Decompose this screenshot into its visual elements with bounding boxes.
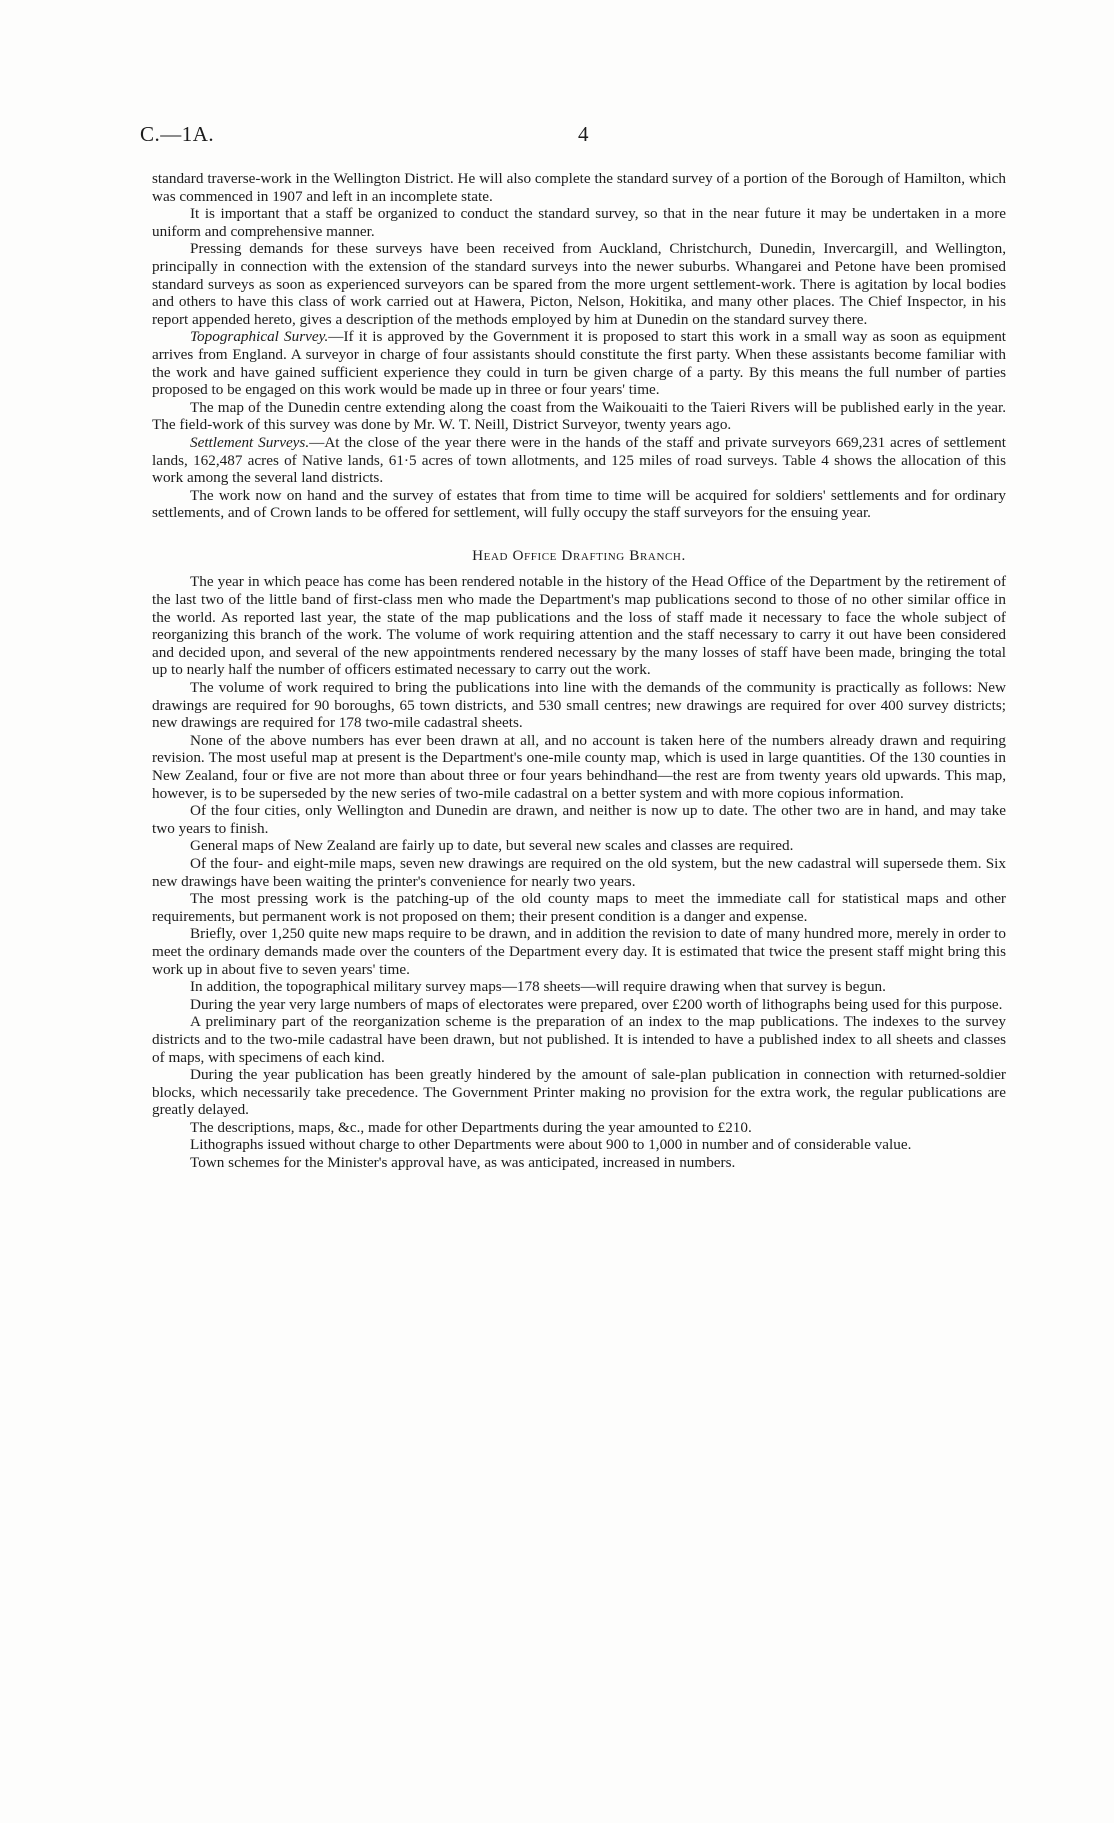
paragraph (152, 434, 1006, 487)
paragraph-heading: Topographical Survey. (190, 328, 329, 346)
paragraph: Pressing demands for these surveys have been received from Auckland, Christchurch, Dunedin, Invercargill, and Wellington, principally in connection with the extension of the standard surveys into the newer suburbs. Whangarei and Petone have been promised standard surveys as soon as experienced surveyors can be spared from the more urgent settlement-work. There is agitation by local bodies and others to have this class of work carried out at Hawera, Picton, Nelson, Hokitika, and many other places. The Chief Inspector, in his report appended hereto, gives a description of the methods employed by him at Dunedin on the standard survey there. (152, 240, 1006, 328)
paragraph: It is important that a staff be organized to conduct the standard survey, so that in the near future it may be undertaken in a more uniform and comprehensive manner. (152, 205, 1006, 240)
running-header (140, 122, 1010, 152)
paragraph: Briefly, over 1,250 quite new maps require to be drawn, and in addition the revision to date of many hundred more, merely in order to meet the ordinary demands made over the counters of the Department every day. It is estimated that twice the present staff might bring this work up in about five to seven years' time. (152, 925, 1006, 978)
paragraph: Town schemes for the Minister's approval have, as was anticipated, increased in numbers. (190, 1154, 736, 1172)
body-text (152, 170, 1006, 1172)
section-heading: Head Office Drafting Branch. (472, 546, 686, 564)
paragraph: The descriptions, maps, &c., made for other Departments during the year amounted to £210. (190, 1118, 752, 1136)
paragraph: The volume of work required to bring the publications into line with the demands of the community is practically as follows: New drawings are required for 90 boroughs, 65 town districts, and 530 small centres; new drawings are required for over 400 survey districts; new drawings are required for 178 two-mile cadastral sheets. (152, 679, 1006, 732)
paragraph: Of the four- and eight-mile maps, seven new drawings are required on the old system, but the new cadastral will supersede them. Six new drawings have been waiting the printer's convenience for nearly two years. (152, 854, 1006, 890)
paragraph: During the year publication has been greatly hindered by the amount of sale-plan publication in connection with returned-soldier blocks, which necessarily take precedence. The Government Printer making no provision for the extra work, the regular publications are greatly delayed. (152, 1066, 1006, 1119)
page-number: 4 (578, 122, 589, 146)
paragraph: During the year very large numbers of maps of electorates were prepared, over £200 worth of lithographs being used for this purpose. (190, 995, 1003, 1013)
paragraph: The year in which peace has come has been rendered notable in the history of the Head Office of the Department by the retirement of the last two of the little band of first-class men who made the Department's map publications second to those of no other similar office in the world. As reported last year, the state of the map publications and the loss of staff made it necessary to face the whole subject of reorganizing this branch of the work. The volume of work requiring attention and the staff necessary to carry it out have been considered and decided upon, and several of the new appointments rendered necessary by the many losses of staff have been made, bringing the total up to nearly half the number of officers estimated necessary to carry out the work. (152, 573, 1006, 679)
paragraph: Of the four cities, only Wellington and Dunedin are drawn, and neither is now up to date. The other two are in hand, and may take two years to finish. (152, 802, 1006, 837)
paragraph: The most pressing work is the patching-up of the old county maps to meet the immediate call for statistical maps and other requirements, but permanent work is not proposed on them; their present condition is a danger and expense. (152, 890, 1006, 925)
paragraph: A preliminary part of the reorganization scheme is the preparation of an index to the map publications. The indexes to the survey districts and to the two-mile cadastral have been drawn, but not published. It is intended to have a published index to all sheets and classes of maps, with specimens of each kind. (152, 1013, 1006, 1066)
paragraph (152, 328, 1006, 398)
paragraph: General maps of New Zealand are fairly up to date, but several new scales and classes are required. (190, 837, 794, 855)
paragraph: standard traverse-work in the Wellington District. He will also complete the standard survey of a portion of the Borough of Hamilton, which was commenced in 1907 and left in an incomplete state. (152, 170, 1006, 205)
paragraph-text: —If it is approved by the Government it is proposed to start this work in a small way as soon as equipment arrives from England. A surveyor in charge of four assistants should constitute the first party. When these assistants become familiar with the work and have gained sufficient experience they could in turn be given charge of a party. By this means the full number of parties proposed to be engaged on this work would be made up in three or four years' time. (152, 328, 1007, 399)
paragraph: In addition, the topographical military survey maps—178 sheets—will require drawing when that survey is begun. (190, 978, 886, 996)
paragraph-heading: Settlement Surveys. (190, 433, 310, 451)
paragraph: Lithographs issued without charge to other Departments were about 900 to 1,000 in number and of considerable value. (190, 1136, 912, 1154)
paragraph: The map of the Dunedin centre extending along the coast from the Waikouaiti to the Taieri Rivers will be published early in the year. The field-work of this survey was done by Mr. W. T. Neill, District Surveyor, twenty years ago. (152, 398, 1006, 434)
paragraph: None of the above numbers has ever been drawn at all, and no account is taken here of the numbers already drawn and requiring revision. The most useful map at present is the Department's one-mile county map, which is used in large quantities. Of the 130 counties in New Zealand, four or five are not more than about three or four years behindhand—the rest are from twenty years old upwards. This map, however, is to be superseded by the new series of two-mile cadastral on a better system and with more copious information. (152, 731, 1006, 802)
paragraph-text: —At the close of the year there were in the hands of the staff and private surveyors 669,231 acres of settlement lands, 162,487 acres of Native lands, 61·5 acres of town allotments, and 125 miles of road surveys. Table 4 shows the allocation of this work among the several land districts. (152, 433, 1006, 487)
paragraph: The work now on hand and the survey of estates that from time to time will be acquired for soldiers' settlements and for ordinary settlements, and of Crown lands to be offered for settlement, will fully occupy the staff surveyors for the ensuing year. (152, 486, 1006, 522)
document-reference: C.—1A. (140, 122, 215, 146)
